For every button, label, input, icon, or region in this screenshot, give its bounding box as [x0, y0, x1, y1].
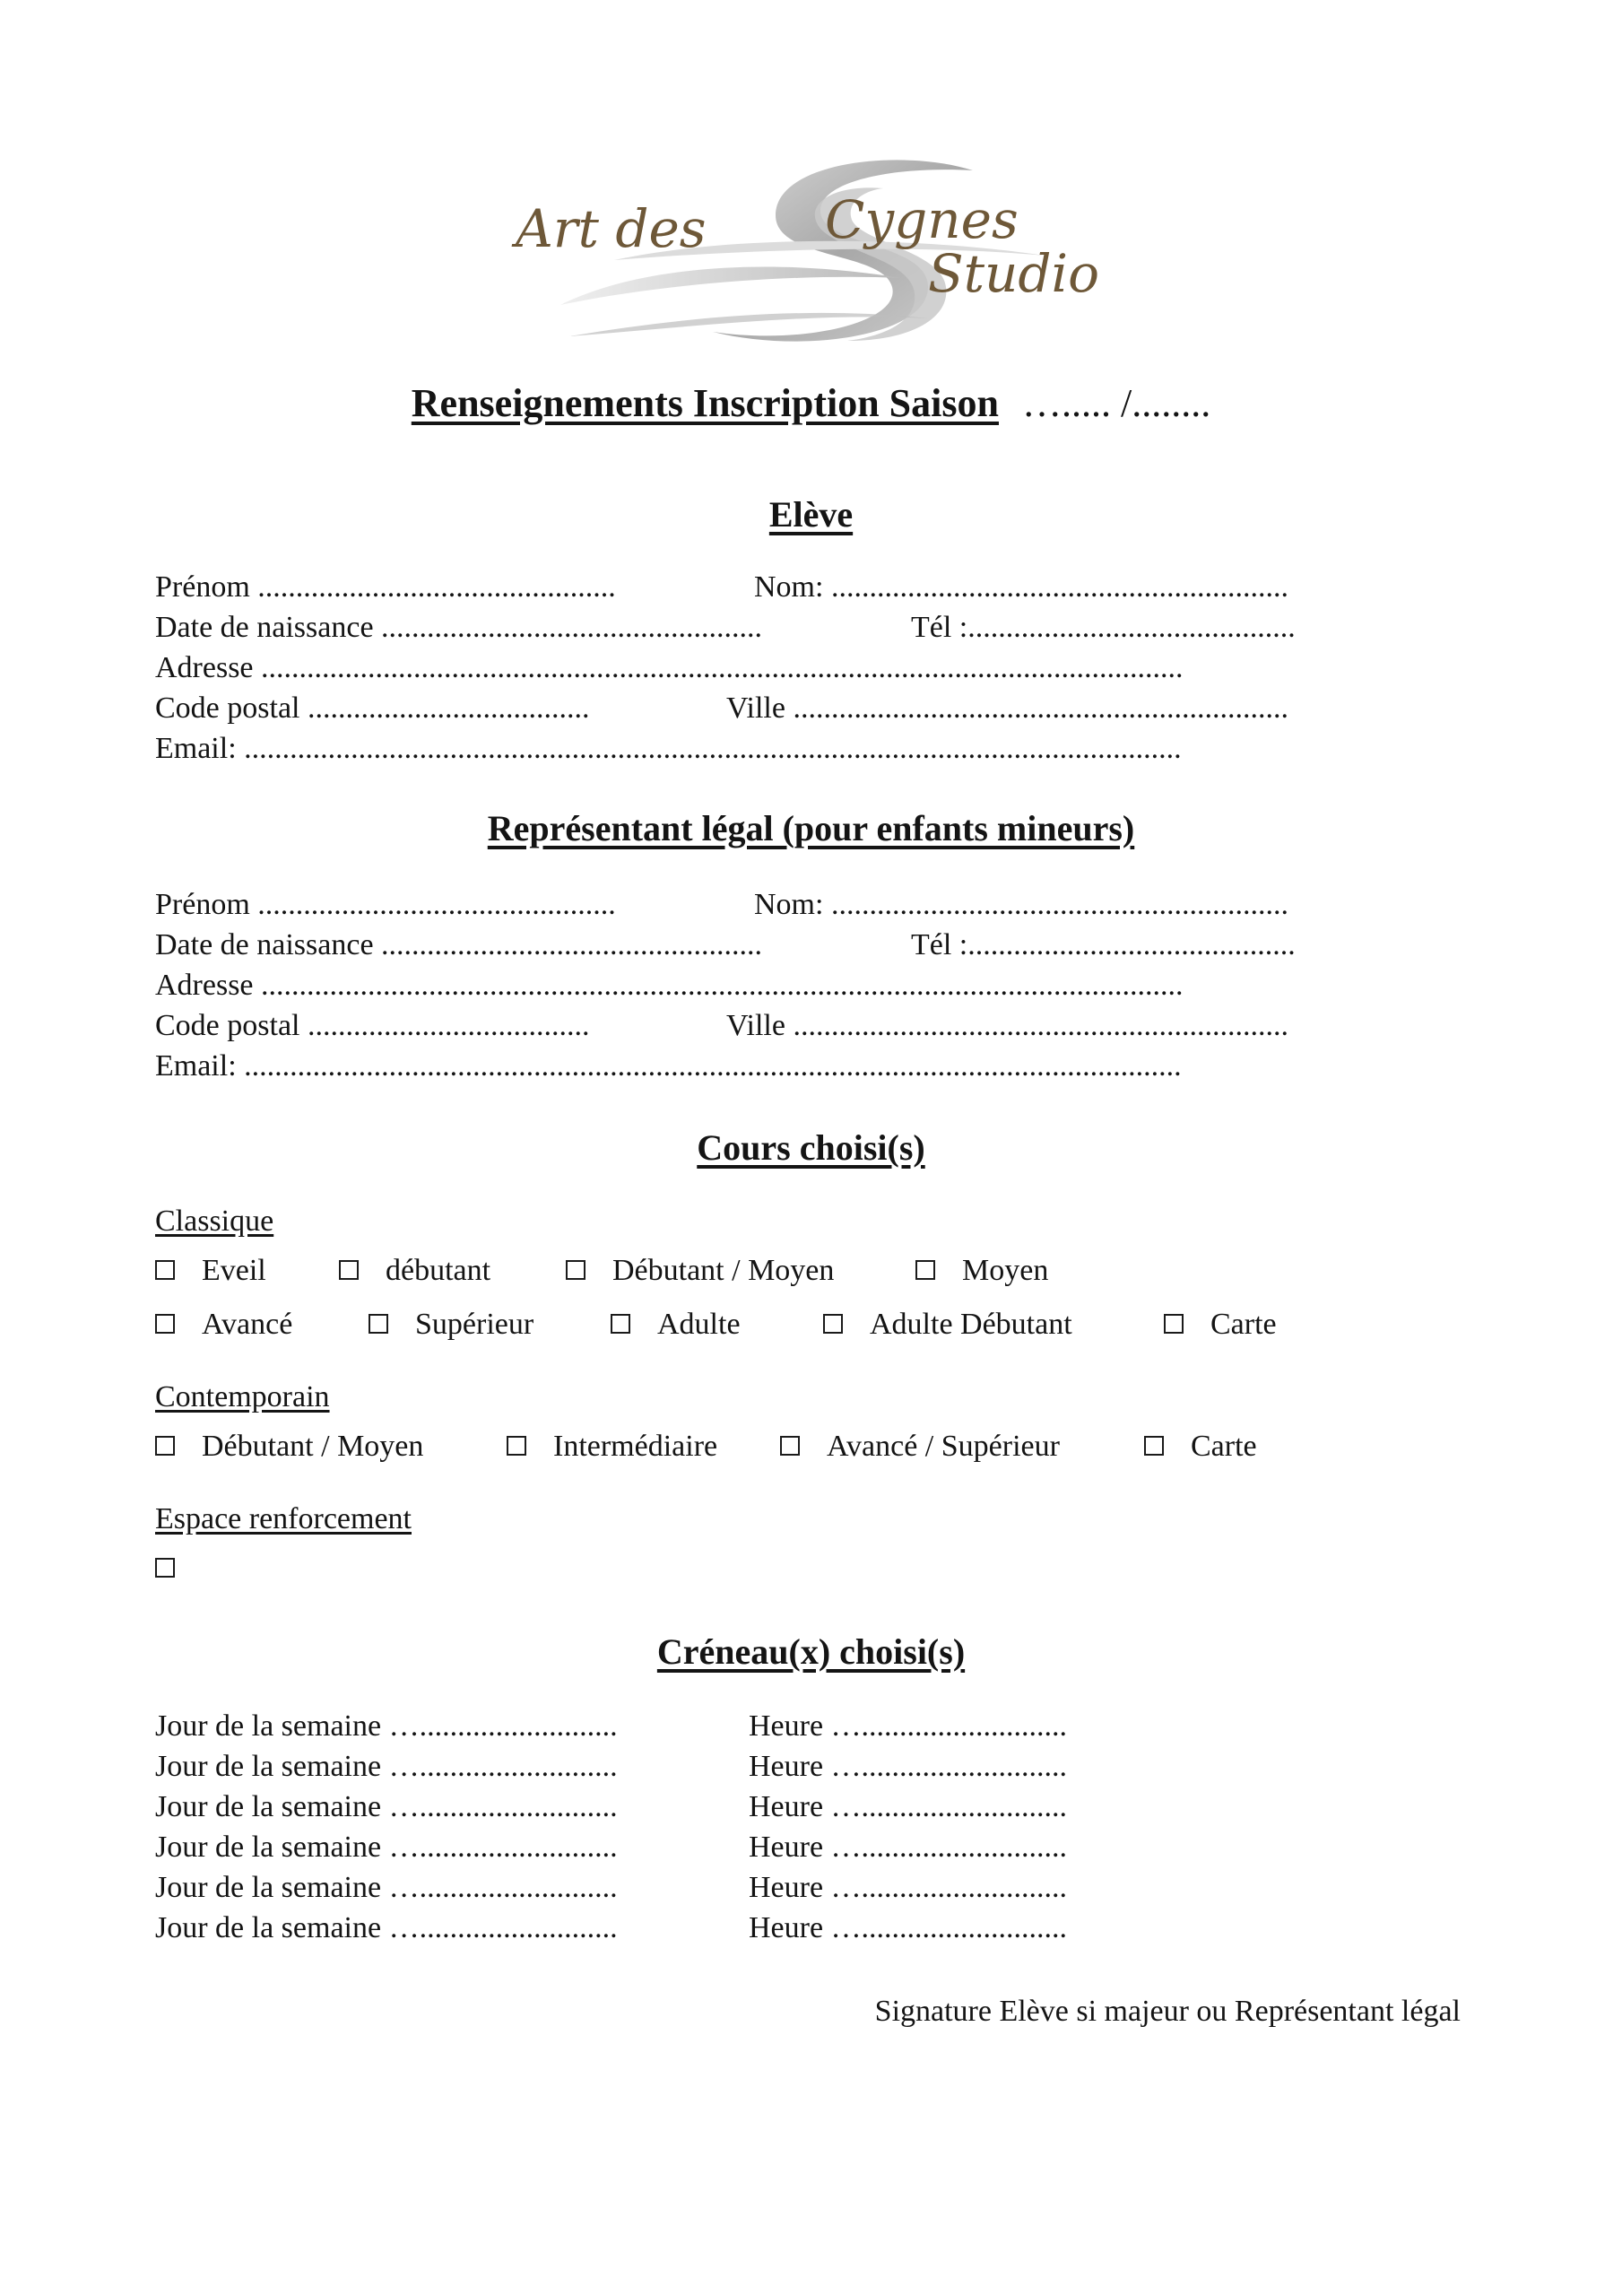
checkbox-icon[interactable]: [155, 1260, 175, 1280]
eleve-row-city: [155, 688, 1357, 729]
rep-prenom-field[interactable]: Prénom ...............................................: [155, 888, 616, 921]
rep-nom-field[interactable]: Nom: ............................................................: [754, 888, 1288, 921]
checkbox-icon[interactable]: [915, 1260, 935, 1280]
rep-row-email: [155, 1046, 1357, 1087]
checkbox-icon[interactable]: [780, 1436, 800, 1456]
svg-text:Studio: Studio: [928, 243, 1099, 304]
eleve-row-email: [155, 728, 1357, 770]
checkbox-icon[interactable]: [155, 1314, 175, 1334]
checkbox-classique-superieur[interactable]: Supérieur: [369, 1302, 533, 1347]
classique-row-1: [155, 1248, 1357, 1293]
checkbox-icon[interactable]: [611, 1314, 630, 1334]
contemporain-row-1: [155, 1424, 1357, 1469]
checkbox-classique-moyen[interactable]: Moyen: [915, 1248, 1048, 1293]
season-blank: …..... /........: [1021, 381, 1211, 425]
checkbox-classique-eveil[interactable]: Eveil: [155, 1248, 266, 1293]
title-text: Renseignements Inscription Saison: [411, 381, 999, 425]
svg-text:Art des: Art des: [516, 198, 707, 259]
eleve-prenom-field[interactable]: Prénom ...............................................: [155, 570, 616, 604]
creneau-heure-field[interactable]: Heure …...........................: [749, 1750, 1068, 1783]
checkbox-classique-carte[interactable]: Carte: [1164, 1302, 1277, 1347]
rep-ville-field[interactable]: Ville .................................................................: [726, 1009, 1288, 1042]
checkbox-contemporain-carte[interactable]: Carte: [1144, 1424, 1257, 1469]
checkbox-contemporain-intermediaire[interactable]: Intermédiaire: [507, 1424, 717, 1469]
creneau-row: [155, 1746, 1357, 1787]
creneau-row: [155, 1908, 1357, 1949]
checkbox-icon[interactable]: [339, 1260, 359, 1280]
creneau-jour-field[interactable]: Jour de la semaine …..........................: [155, 1871, 618, 1904]
section-representant-heading: Représentant légal (pour enfants mineurs): [487, 808, 1135, 848]
eleve-row-address: [155, 648, 1357, 689]
rep-row-city: [155, 1005, 1357, 1047]
checkbox-classique-adulte[interactable]: Adulte: [611, 1302, 741, 1347]
checkbox-icon[interactable]: [1164, 1314, 1184, 1334]
eleve-ville-field[interactable]: Ville .................................................................: [726, 691, 1288, 725]
rep-row-name: [155, 884, 1357, 926]
contemporain-label: Contemporain: [155, 1380, 330, 1413]
checkbox-icon[interactable]: [823, 1314, 843, 1334]
eleve-tel-field[interactable]: Tél :...........................................: [911, 611, 1296, 644]
checkbox-classique-debutant[interactable]: débutant: [339, 1248, 490, 1293]
eleve-code-postal-field[interactable]: Code postal .....................................: [155, 691, 590, 725]
checkbox-icon[interactable]: [1144, 1436, 1164, 1456]
creneau-row: [155, 1867, 1357, 1909]
rep-row-birth: [155, 925, 1357, 966]
eleve-nom-field[interactable]: Nom: ............................................................: [754, 570, 1288, 604]
creneau-jour-field[interactable]: Jour de la semaine …..........................: [155, 1790, 618, 1823]
espace-renforcement-label: Espace renforcement: [155, 1502, 412, 1535]
creneau-heure-field[interactable]: Heure …...........................: [749, 1831, 1068, 1864]
creneau-jour-field[interactable]: Jour de la semaine …..........................: [155, 1750, 618, 1783]
creneau-heure-field[interactable]: Heure …...........................: [749, 1790, 1068, 1823]
checkbox-icon[interactable]: [155, 1558, 175, 1578]
creneau-jour-field[interactable]: Jour de la semaine …..........................: [155, 1911, 618, 1944]
creneau-heure-field[interactable]: Heure …...........................: [749, 1709, 1068, 1743]
checkbox-classique-debutant-moyen[interactable]: Débutant / Moyen: [566, 1248, 834, 1293]
section-creneaux-heading: Créneau(x) choisi(s): [656, 1631, 966, 1672]
checkbox-icon[interactable]: [155, 1436, 175, 1456]
studio-logo: [507, 152, 1134, 354]
section-eleve-heading: Elève: [768, 494, 854, 535]
espace-row: [155, 1546, 1357, 1591]
rep-adresse-field[interactable]: Adresse .........................................................................................................................: [155, 969, 1184, 1002]
creneau-heure-field[interactable]: Heure …...........................: [749, 1911, 1068, 1944]
eleve-row-name: [155, 567, 1357, 608]
swan-s-logo-icon: [507, 152, 1134, 354]
eleve-row-birth: [155, 607, 1357, 648]
section-cours-heading: Cours choisi(s): [697, 1127, 925, 1168]
checkbox-espace-renforcement[interactable]: [155, 1546, 202, 1591]
document-title: [0, 377, 1622, 430]
checkbox-classique-adulte-debutant[interactable]: Adulte Débutant: [823, 1302, 1072, 1347]
eleve-adresse-field[interactable]: Adresse .........................................................................................................................: [155, 651, 1184, 684]
creneau-jour-field[interactable]: Jour de la semaine …..........................: [155, 1831, 618, 1864]
classique-label: Classique: [155, 1205, 274, 1238]
checkbox-icon[interactable]: [507, 1436, 526, 1456]
creneau-row: [155, 1827, 1357, 1868]
checkbox-classique-avance[interactable]: Avancé: [155, 1302, 292, 1347]
creneau-jour-field[interactable]: Jour de la semaine …..........................: [155, 1709, 618, 1743]
signature-label: Signature Elève si majeur ou Représentant légal: [874, 1995, 1461, 2028]
rep-code-postal-field[interactable]: Code postal .....................................: [155, 1009, 590, 1042]
eleve-naissance-field[interactable]: Date de naissance ..................................................: [155, 611, 763, 644]
rep-naissance-field[interactable]: Date de naissance ..................................................: [155, 928, 763, 961]
creneau-row: [155, 1787, 1357, 1828]
classique-row-2: [155, 1302, 1357, 1347]
checkbox-icon[interactable]: [566, 1260, 585, 1280]
creneau-row: [155, 1706, 1357, 1747]
rep-tel-field[interactable]: Tél :...........................................: [911, 928, 1296, 961]
checkbox-contemporain-debutant-moyen[interactable]: Débutant / Moyen: [155, 1424, 423, 1469]
creneau-heure-field[interactable]: Heure …...........................: [749, 1871, 1068, 1904]
eleve-email-field[interactable]: Email: ...........................................................................................................................: [155, 732, 1182, 765]
svg-text:Cygnes: Cygnes: [825, 189, 1019, 250]
rep-email-field[interactable]: Email: ...........................................................................................................................: [155, 1049, 1182, 1083]
rep-row-address: [155, 965, 1357, 1006]
checkbox-icon[interactable]: [369, 1314, 388, 1334]
checkbox-contemporain-avance-superieur[interactable]: Avancé / Supérieur: [780, 1424, 1060, 1469]
